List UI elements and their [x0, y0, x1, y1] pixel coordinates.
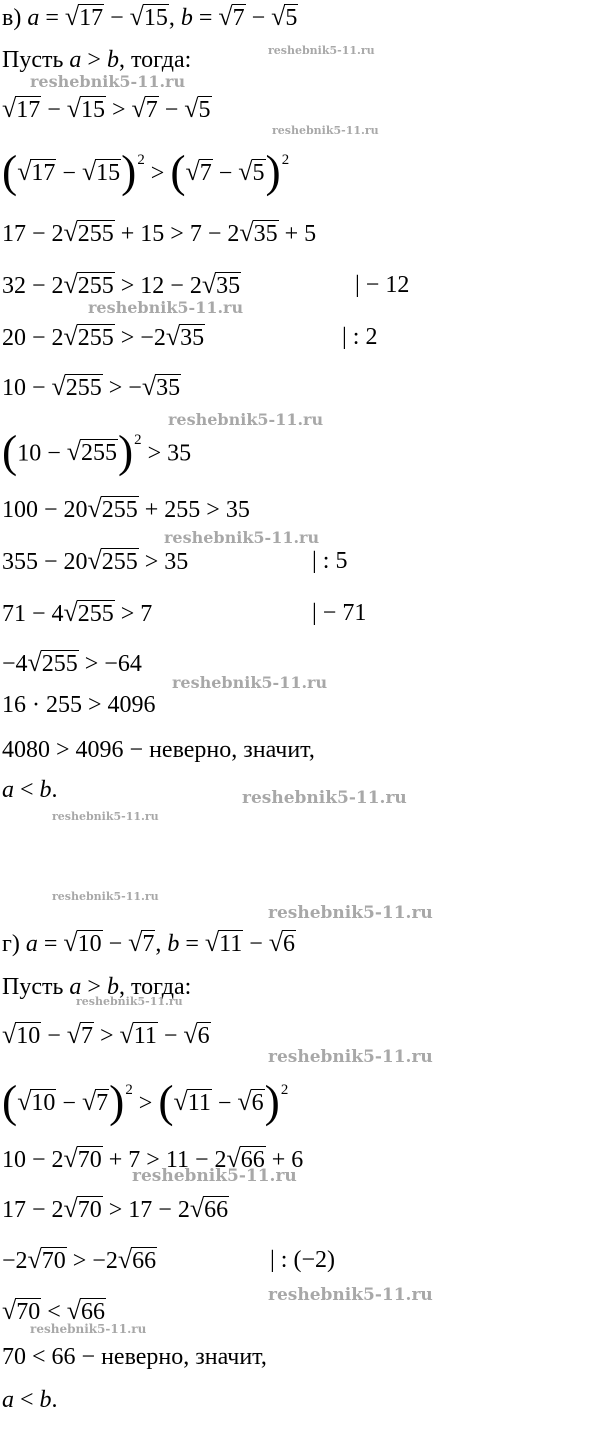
watermark: reshebnik5-11.ru: [268, 44, 375, 57]
watermark: reshebnik5-11.ru: [132, 1166, 297, 1186]
v-line-1: в) a = √17 − √15, b = √7 − √5: [2, 2, 298, 31]
g-line-9: 70 < 66 − неверно, значит,: [2, 1344, 267, 1370]
watermark: reshebnik5-11.ru: [76, 995, 183, 1008]
v-line-7: 20 − 2√255 > −2√35: [2, 322, 205, 351]
v-line-2: Пусть a > b, тогда:: [2, 47, 192, 73]
watermark: reshebnik5-11.ru: [52, 810, 159, 823]
v-line-5: 17 − 2√255 + 15 > 7 − 2√35 + 5: [2, 218, 317, 247]
v-line-14: 16 · 255 > 4096: [2, 692, 156, 718]
watermark: reshebnik5-11.ru: [168, 410, 324, 429]
watermark: reshebnik5-11.ru: [268, 1285, 433, 1305]
g-line-4: $(√10 - √7)^2 > (√11 - √6)^2$: [2, 1075, 289, 1127]
v-note-3: | : 5: [312, 548, 348, 574]
v-line-6: 32 − 2√255 > 12 − 2√35: [2, 270, 241, 299]
watermark: reshebnik5-11.ru: [164, 528, 320, 547]
v-note-1: | − 12: [355, 272, 410, 298]
watermark: reshebnik5-11.ru: [268, 903, 433, 923]
g-line-1: г) a = √10 − √7, b = √11 − √6: [2, 928, 296, 957]
v-line-12: 71 − 4√255 > 7: [2, 598, 153, 627]
watermark: reshebnik5-11.ru: [272, 124, 379, 137]
v-line-13: −4√255 > −64: [2, 648, 142, 677]
watermark: reshebnik5-11.ru: [172, 673, 328, 692]
watermark: reshebnik5-11.ru: [30, 72, 186, 91]
g-line-7: −2√70 > −2√66: [2, 1245, 157, 1274]
v-note-4: | − 71: [312, 600, 367, 626]
v-note-2: | : 2: [342, 324, 378, 350]
g-line-6: 17 − 2√70 > 17 − 2√66: [2, 1194, 229, 1223]
watermark: reshebnik5-11.ru: [242, 788, 407, 808]
g-line-5: 10 − 2√70 + 7 > 11 − 2√66 + 6: [2, 1144, 304, 1173]
g-line-3: √10 − √7 > √11 − √6: [2, 1020, 210, 1049]
g-note-1: | : (−2): [270, 1247, 335, 1273]
watermark: reshebnik5-11.ru: [88, 298, 244, 317]
g-conclusion: a < b.: [2, 1387, 58, 1413]
watermark: reshebnik5-11.ru: [52, 890, 159, 903]
watermark: reshebnik5-11.ru: [30, 1322, 147, 1336]
v-line-15: 4080 > 4096 − неверно, значит,: [2, 737, 315, 763]
g-line-2: Пусть a > b, тогда:: [2, 974, 192, 1000]
v-line-11: 355 − 20√255 > 35: [2, 546, 189, 575]
v-conclusion: a < b.: [2, 777, 58, 803]
v-line-4: $(√17 - √15)^2 > (√7 - √5)^2$: [2, 145, 290, 197]
g-line-8: √70 < √66: [2, 1296, 105, 1325]
v-line-9: $(10 - √255)^2 > 35$: [2, 425, 192, 477]
watermark: reshebnik5-11.ru: [268, 1047, 433, 1067]
v-line-10: 100 − 20√255 + 255 > 35: [2, 494, 250, 523]
v-line-3: √17 − √15 > √7 − √5: [2, 94, 211, 123]
v-line-8: 10 − √255 > −√35: [2, 372, 181, 401]
